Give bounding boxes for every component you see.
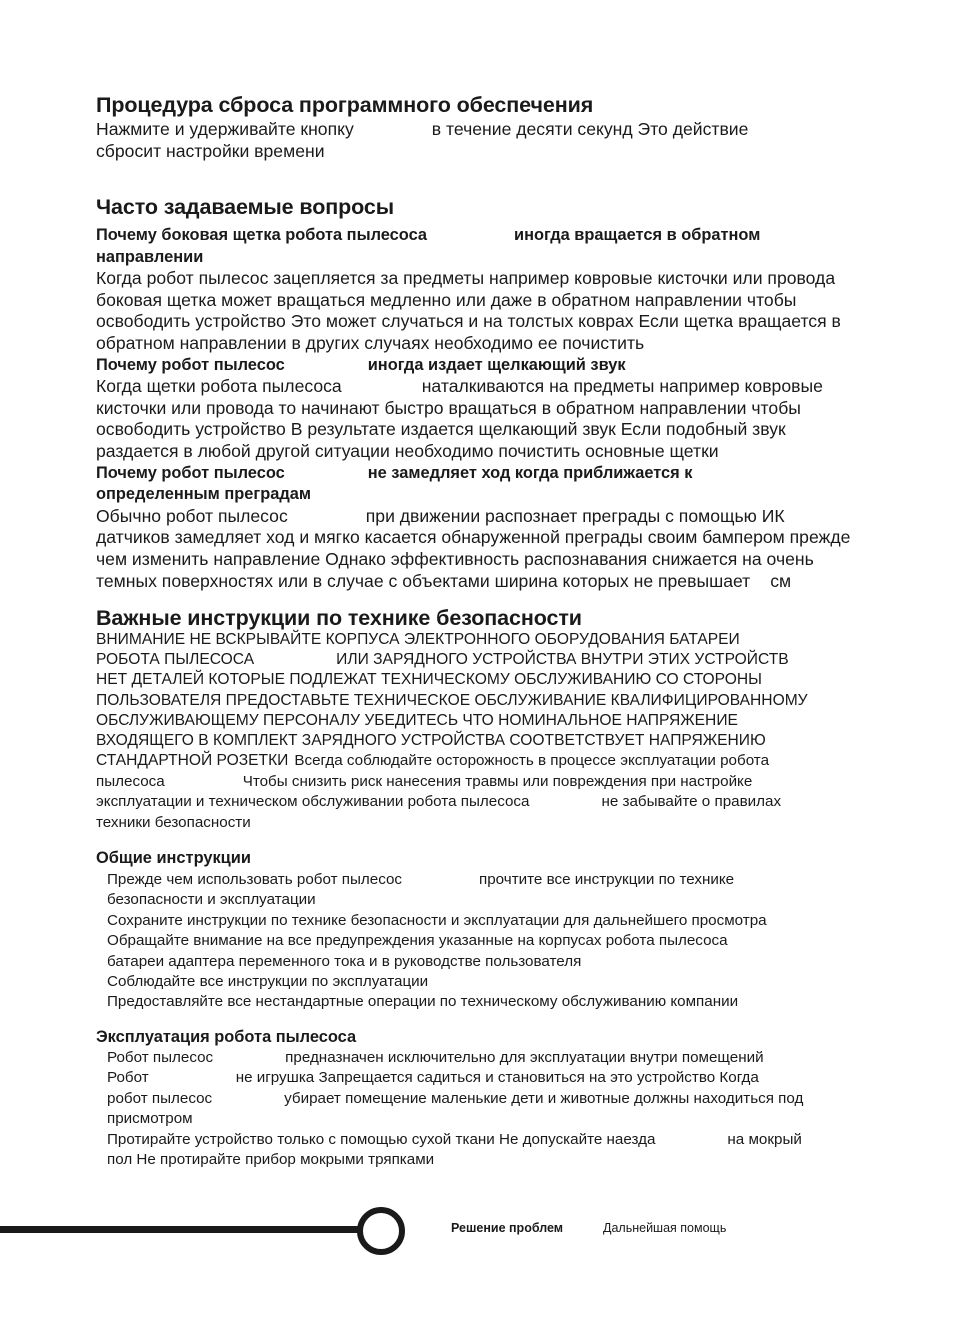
safety-line: ОБСЛУЖИВАЮЩЕМУ ПЕРСОНАЛУ УБЕДИТЕСЬ ЧТО НОМИНАЛЬНОЕ НАПРЯЖЕНИЕ (96, 711, 738, 729)
reset-line-2: сбросит настройки времени (96, 140, 325, 161)
faq-answer-1-line: обратном направлении в других случаях необходимо ее почистить (96, 332, 645, 353)
safety-line: техники безопасности (96, 813, 251, 831)
list-item: Сохраните инструкции по технике безопасности и эксплуатации для дальнейшего просмотра (107, 911, 767, 929)
faq-answer-1-line: Когда робот пылесос зацепляется за предметы например ковровые кисточки или провода (96, 268, 836, 289)
safety-warning (96, 630, 808, 772)
list-item: присмотром (107, 1110, 193, 1128)
faq-answer-3-line: чем изменить направление Однако эффективность распознавания снижается на очень (96, 548, 814, 569)
faq-answer-1-line: боковая щетка может вращаться медленно или даже в обратном направлении чтобы (96, 289, 797, 310)
faq-answer-2-line: раздается в любой другой ситуации необходимо почистить основные щетки (96, 440, 719, 461)
footer-circle-icon (357, 1207, 405, 1255)
list-item: безопасности и эксплуатации (107, 891, 316, 909)
list-item: Соблюдайте все инструкции по эксплуатации (107, 973, 429, 991)
faq-question-1: Почему боковая щетка робота пылесоса иногда вращается в обратном (96, 226, 761, 244)
faq-question-2: Почему робот пылесос иногда издает щелкающий звук (96, 355, 626, 374)
safety-line: ПОЛЬЗОВАТЕЛЯ ПРЕДОСТАВЬТЕ ТЕХНИЧЕСКОЕ ОБСЛУЖИВАНИЕ КВАЛИФИЦИРОВАННОМУ (96, 691, 808, 709)
operation-list (107, 1048, 803, 1170)
footer-line (0, 1226, 362, 1233)
faq-answer-2-line: освободить устройство В результате издается щелкающий звук Если подобный звук (96, 419, 786, 440)
list-item: Предоставляйте все нестандартные операции по техническому обслуживанию компании (107, 993, 739, 1011)
faq-answer-3-line: датчиков замедляет ход и мягко касается обнаруженной преграды своим бампером прежде (96, 527, 851, 548)
faq-answer-3-line: Обычно робот пылесос при движении распознает преграды с помощью ИК (96, 505, 785, 526)
safety-line: СТАНДАРТНОЙ РОЗЕТКИ Всегда соблюдайте осторожность в процессе эксплуатации робота (96, 752, 770, 770)
general-heading: Общие инструкции (96, 849, 251, 867)
list-item: Обращайте внимание на все предупреждения указанные на корпусах робота пылесоса (107, 932, 728, 950)
faq-question-1-cont: направлении (96, 247, 204, 266)
list-item: робот пылесос убирает помещение маленькие дети и животные должны находиться под (107, 1089, 804, 1107)
list-item: Протирайте устройство только с помощью сухой ткани Не допускайте наезда на мокрый (107, 1130, 802, 1148)
list-item: Робот не игрушка Запрещается садиться и становиться на это устройство Когда (107, 1069, 759, 1087)
faq-heading: Часто задаваемые вопросы (96, 195, 395, 219)
list-item: пол Не протирайте прибор мокрыми тряпками (107, 1151, 435, 1169)
reset-line-1: Нажмите и удерживайте кнопку в течение десяти секунд Это действие (96, 119, 749, 139)
safety-notice (96, 772, 781, 833)
faq-answer-3-line: темных поверхностях или в случае с объектами ширина которых не превышает см (96, 570, 792, 591)
faq-question-3-cont: определенным преградам (96, 485, 311, 504)
safety-line: ВНИМАНИЕ НЕ ВСКРЫВАЙТЕ КОРПУСА ЭЛЕКТРОННОГО ОБОРУДОВАНИЯ БАТАРЕИ (96, 631, 740, 648)
safety-line: ВХОДЯЩЕГО В КОМПЛЕКТ ЗАРЯДНОГО УСТРОЙСТВА СООТВЕТСТВУЕТ НАПРЯЖЕНИЮ (96, 732, 766, 750)
faq-answer-2-line: Когда щетки робота пылесоса наталкиваются на предметы например ковровые (96, 376, 823, 397)
general-list (107, 870, 767, 1013)
safety-line: эксплуатации и техническом обслуживании робота пылесоса не забывайте о правилах (96, 793, 782, 811)
reset-heading: Процедура сброса программного обеспечения (96, 93, 594, 117)
list-item: батареи адаптера переменного тока и в руководстве пользователя (107, 952, 582, 970)
list-item: Робот пылесос предназначен исключительно для эксплуатации внутри помещений (107, 1049, 764, 1066)
safety-line: НЕТ ДЕТАЛЕЙ КОТОРЫЕ ПОДЛЕЖАТ ТЕХНИЧЕСКОМУ ОБСЛУЖИВАНИЮ СО СТОРОНЫ (96, 671, 762, 689)
footer-link-troubleshooting[interactable]: Решение проблем (451, 1221, 564, 1235)
faq-answer-1-line: освободить устройство Это может случаться и на толстых коврах Если щетка вращается в (96, 311, 841, 332)
faq-content (96, 225, 850, 592)
faq-answer-2-line: кисточки или провода то начинают быстро вращаться в обратном направлении чтобы (96, 397, 801, 418)
footer-link-further-help[interactable]: Дальнейшая помощь (603, 1221, 727, 1235)
faq-question-3: Почему робот пылесос не замедляет ход когда приближается к (96, 463, 693, 482)
list-item: Прежде чем использовать робот пылесос прочтите все инструкции по технике (107, 871, 735, 888)
safety-line: пылесоса Чтобы снизить риск нанесения травмы или повреждения при настройке (96, 773, 753, 790)
operation-heading: Эксплуатация робота пылесоса (96, 1028, 357, 1046)
safety-heading: Важные инструкции по технике безопасности (96, 606, 582, 630)
reset-text (96, 119, 748, 162)
safety-line: РОБОТА ПЫЛЕСОСА ИЛИ ЗАРЯДНОГО УСТРОЙСТВА ВНУТРИ ЭТИХ УСТРОЙСТВ (96, 651, 789, 669)
